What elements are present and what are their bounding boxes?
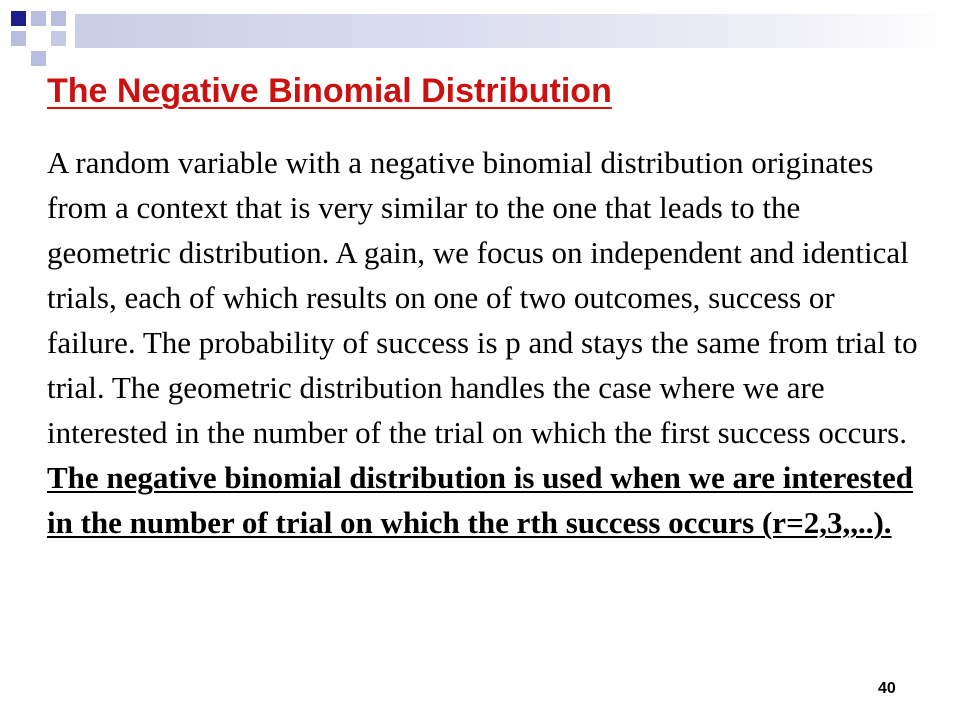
decor-square-light (31, 51, 46, 66)
slide-title: The Negative Binomial Distribution (47, 72, 612, 110)
body-text: A random variable with a negative binomial distribution originates from a context that is very similar to the one that leads to the geometric distribution. A gain, we focus on independent and identical trials, each of which results on one of two outcomes, success or failure. The probability of success is p and stays the same from trial to trial. The geometric distribution handles the case where we are interested in the number of the trial on which the first success occurs. (47, 145, 918, 450)
header-gradient-bar (75, 14, 960, 48)
decor-square-light (51, 11, 66, 26)
decor-square-light (11, 31, 26, 46)
body-emphasis-text: The negative binomial distribution is used when we are interested in the number of trial on which the rth success occurs (r=2,3,,..). (47, 460, 914, 540)
page-number: 40 (878, 680, 896, 697)
decor-square-light (31, 11, 46, 26)
decor-square-dark (11, 11, 26, 26)
decor-square-light (51, 31, 66, 46)
slide-body (47, 140, 927, 545)
